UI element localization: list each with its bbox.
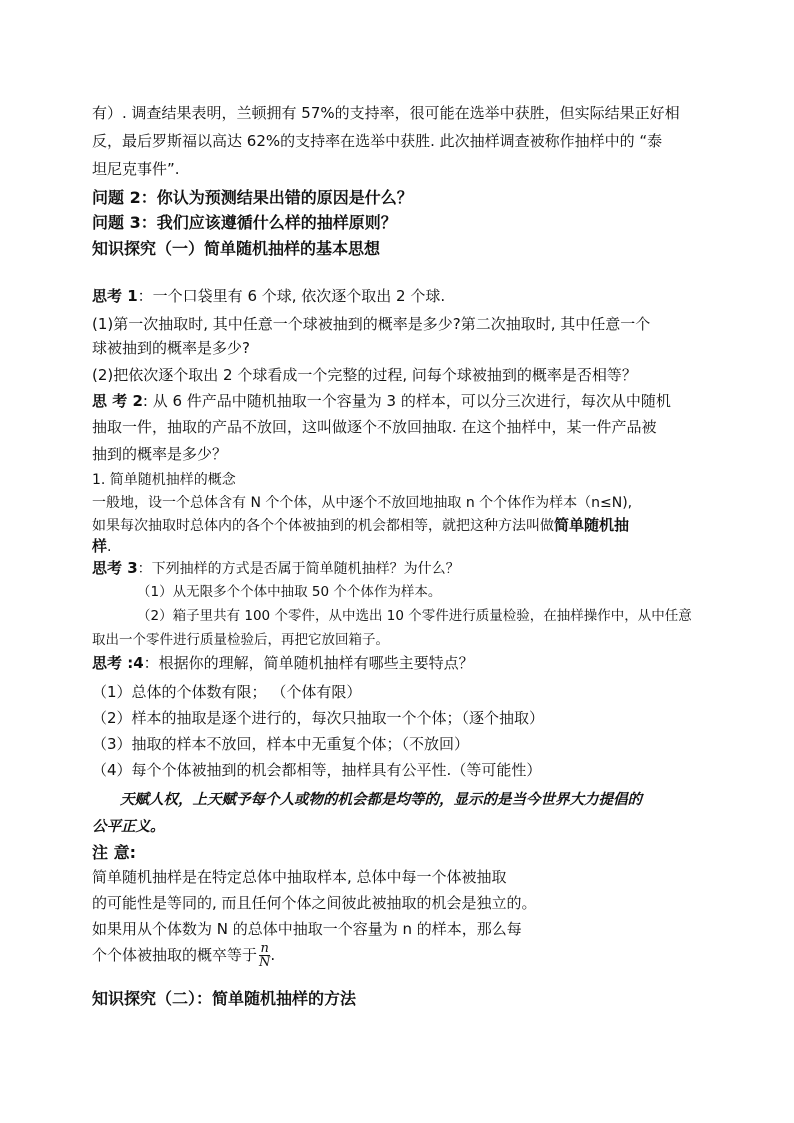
think-4-label: 思考 :4 <box>92 654 144 672</box>
section-1-title: 知识探究（一）简单随机抽样的基本思想 <box>92 239 381 258</box>
concept-title: 1. 简单随机抽样的概念 <box>92 472 236 488</box>
think-2-line-3: 抽到的概率是多少？ <box>92 445 228 463</box>
think-3 <box>92 557 460 578</box>
think-2-line-2: 抽取一件，抽取的产品不放回，这叫做逐个不放回抽取. 在这个抽样中，某一件产品被 <box>92 418 657 436</box>
think-2-label: 思 考 2 <box>92 392 143 410</box>
note-line-2: 的可能性是等同的, 而且任何个体之间彼此被抽取的机会是独立的。 <box>92 894 537 912</box>
question-2: 问题 2：你认为预测结果出错的原因是什么？ <box>92 188 413 207</box>
feature-3: （3）抽取的样本不放回，样本中无重复个体；（不放回） <box>92 735 470 753</box>
concept-line-2 <box>92 514 629 535</box>
concept-term-a: 简单随机抽 <box>554 516 630 534</box>
think-3-item-2b: 取出一个零件进行质量检验后，再把它放回箱子。 <box>92 632 389 648</box>
think-4 <box>92 652 474 673</box>
think-1-part-1a: (1)第一次抽取时, 其中任意一个球被抽到的概率是多少?第二次抽取时, 其中任意一个 <box>92 315 651 333</box>
intro-line-2: 反，最后罗斯福以高达 62%的支持率在选举中获胜. 此次抽样调查被称作抽样中的 “泰 <box>92 132 663 150</box>
fraction-n-over-N <box>259 942 270 969</box>
think-1 <box>92 285 445 306</box>
concept-line-1: 一般地，设一个总体含有 N 个个体，从中逐个不放回地抽取 n 个个体作为样本（n≤N), <box>92 495 633 511</box>
concept-line-3 <box>92 535 111 556</box>
think-2-line-1 <box>92 390 671 411</box>
feature-2: （2）样本的抽取是逐个进行的，每次只抽取一个个体；（逐个抽取） <box>92 709 545 727</box>
section-2-title: 知识探究（二）：简单随机抽样的方法 <box>92 989 357 1008</box>
fraction-numerator: n <box>260 941 269 956</box>
feature-1: （1）总体的个体数有限； （个体有限） <box>92 683 362 701</box>
think-3-text: ：下列抽样的方式是否属于简单随机抽样？为什么？ <box>137 561 460 577</box>
concept-line-3-text: . <box>107 539 112 555</box>
think-3-item-1: （1）从无限多个个体中抽取 50 个个体作为样本。 <box>137 584 442 600</box>
note-line-4-text: 个个体被抽取的概卒等于 <box>92 946 258 964</box>
intro-line-1: 有）. 调查结果表明，兰顿拥有 57%的支持率，很可能在选举中获胜，但实际结果正好相 <box>92 104 680 122</box>
concept-term-b: 样 <box>92 537 108 555</box>
fraction-denominator: N <box>259 955 271 970</box>
think-1-part-1b: 球被抽到的概率是多少? <box>92 339 250 357</box>
think-1-label: 思考 1 <box>92 287 138 305</box>
feature-4: （4）每个个体被抽到的机会都相等，抽样具有公平性.（等可能性） <box>92 761 542 779</box>
question-3: 问题 3：我们应该遵循什么样的抽样原则？ <box>92 213 397 232</box>
note-line-4-end: . <box>270 946 276 964</box>
note-line-1: 简单随机抽样是在特定总体中抽取样本, 总体中每一个体被抽取 <box>92 868 507 886</box>
think-3-label: 思考 3 <box>92 559 138 577</box>
quote-line-1: 天赋人权，上天赋予每个人或物的机会都是均等的，显示的是当今世界大力提倡的 <box>120 791 642 808</box>
think-1-text: ：一个口袋里有 6 个球, 依次逐个取出 2 个球. <box>137 287 446 305</box>
think-2-text: : 从 6 件产品中随机抽取一个容量为 3 的样本，可以分三次进行，每次从中随机 <box>142 392 671 410</box>
note-line-4 <box>92 942 275 969</box>
quote-line-2: 公平正义。 <box>92 818 165 835</box>
note-line-3: 如果用从个体数为 N 的总体中抽取一个容量为 n 的样本，那么每 <box>92 920 522 938</box>
think-3-item-2a: （2）箱子里共有 100 个零件，从中选出 10 个零件进行质量检验，在抽样操作中，从中任意 <box>137 608 692 624</box>
intro-line-3: 坦尼克事件”. <box>92 160 180 178</box>
think-1-part-2: (2)把依次逐个取出 2 个球看成一个完整的过程, 问每个球被抽到的概率是否相等？ <box>92 366 637 384</box>
think-4-text: ：根据你的理解，简单随机抽样有哪些主要特点？ <box>143 654 474 672</box>
note-label: 注 意: <box>92 843 136 862</box>
concept-line-2-text: 如果每次抽取时总体内的各个个体被抽到的机会都相等，就把这种方法叫做 <box>92 518 554 534</box>
